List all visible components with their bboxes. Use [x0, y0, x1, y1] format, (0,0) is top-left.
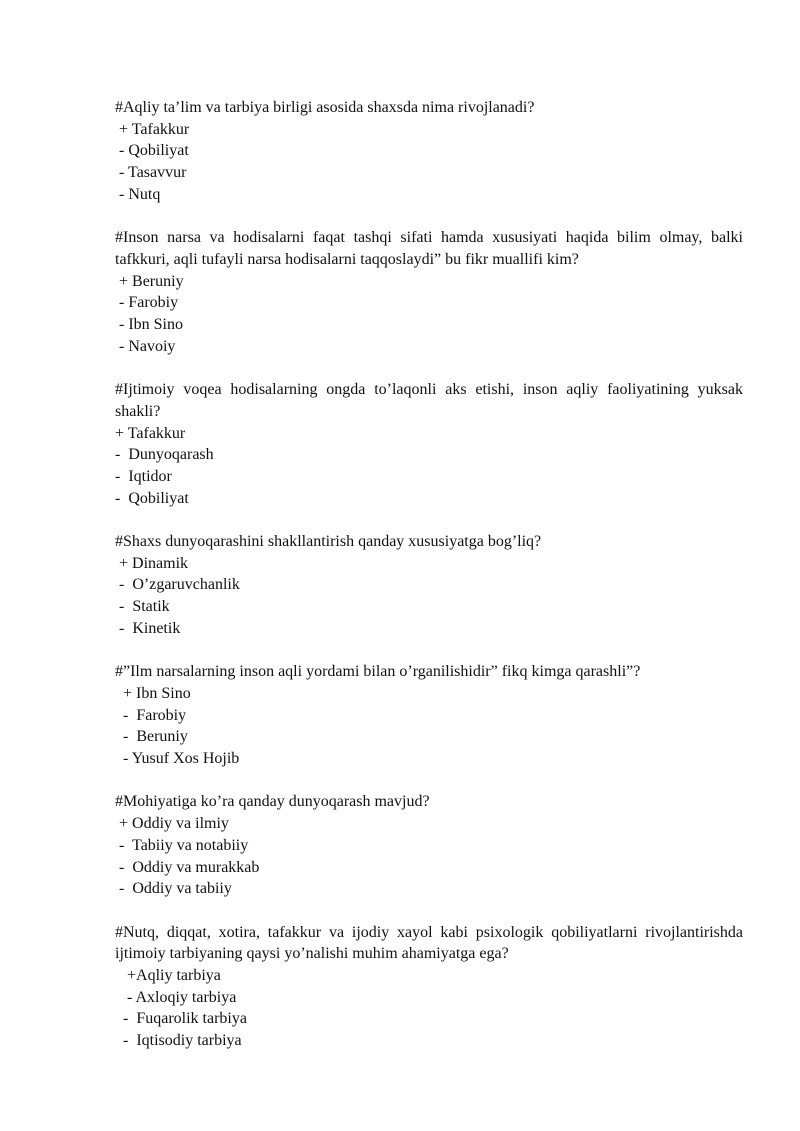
question-text: #Shaxs dunyoqarashini shakllantirish qanday xususiyatga bog’liq?	[115, 533, 542, 551]
answer-option: - Fuqarolik tarbiya	[115, 1010, 247, 1028]
question-block-4	[115, 531, 743, 640]
answer-option: - Nutq	[115, 185, 161, 203]
answer-option: - Tasavvur	[115, 164, 187, 182]
answer-option: - Kinetik	[115, 619, 181, 637]
answer-option: - Iqtidor	[115, 467, 172, 485]
answer-option: - Axloqiy tarbiya	[115, 988, 237, 1006]
document-page	[115, 97, 743, 1074]
answer-option: + Beruniy	[115, 272, 184, 290]
answer-option: - Iqtisodiy tarbiya	[115, 1032, 242, 1050]
answer-option: - Tabiiy va notabiiy	[115, 836, 249, 854]
question-block-3	[115, 379, 743, 509]
question-text: #Mohiyatiga ko’ra qanday dunyoqarash mavjud?	[115, 793, 430, 811]
answer-option: + Tafakkur	[115, 424, 186, 442]
answer-option: + Oddiy va ilmiy	[115, 815, 229, 833]
answer-option: - Beruniy	[115, 728, 188, 746]
question-text: #”Ilm narsalarning inson aqli yordami bilan o’rganilishidir” fikq kimga qarashli”?	[115, 663, 641, 681]
answer-option: - Farobiy	[115, 294, 179, 312]
answer-option: + Dinamik	[115, 554, 189, 572]
question-block-7	[115, 922, 743, 1052]
question-text: #Nutq, diqqat, xotira, tafakkur va ijodiy xayol kabi psixologik qobiliyatlarni rivojlantirishda ijtimoiy tarbiyaning qaysi yo’nalishi muhim ahamiyatga ega?	[115, 923, 743, 963]
question-block-1	[115, 97, 743, 206]
answer-option: - Navoiy	[115, 337, 176, 355]
answer-option: - Ibn Sino	[115, 316, 183, 334]
answer-option: - Oddiy va murakkab	[115, 858, 260, 876]
answer-option: - Farobiy	[115, 706, 187, 724]
answer-option: - Statik	[115, 598, 170, 616]
answer-option: +Aqliy tarbiya	[115, 967, 221, 985]
answer-option: - Qobiliyat	[115, 142, 189, 160]
answer-option: + Ibn Sino	[115, 684, 191, 702]
question-text: #Ijtimoiy voqea hodisalarning ongda to’laqonli aks etishi, inson aqliy faoliyatining yuksak shakli?	[115, 381, 743, 420]
question-text: #Inson narsa va hodisalarni faqat tashqi sifati hamda xususiyati haqida bilim olmay, balki tafkkuri, aqli tufayli narsa hodisalarni taqqoslaydi” bu fikr muallifi kim?	[115, 229, 743, 268]
question-block-5	[115, 661, 743, 770]
answer-option: - Qobiliyat	[115, 489, 189, 507]
answer-option: + Tafakkur	[115, 120, 190, 138]
answer-option: - Oddiy va tabiiy	[115, 880, 232, 898]
question-block-6	[115, 791, 743, 900]
answer-option: - O’zgaruvchanlik	[115, 576, 240, 594]
answer-option: - Dunyoqarash	[115, 446, 214, 464]
answer-option: - Yusuf Xos Hojib	[115, 750, 240, 768]
question-text: #Aqliy ta’lim va tarbiya birligi asosida shaxsda nima rivojlanadi?	[115, 99, 535, 116]
question-block-2	[115, 227, 743, 357]
